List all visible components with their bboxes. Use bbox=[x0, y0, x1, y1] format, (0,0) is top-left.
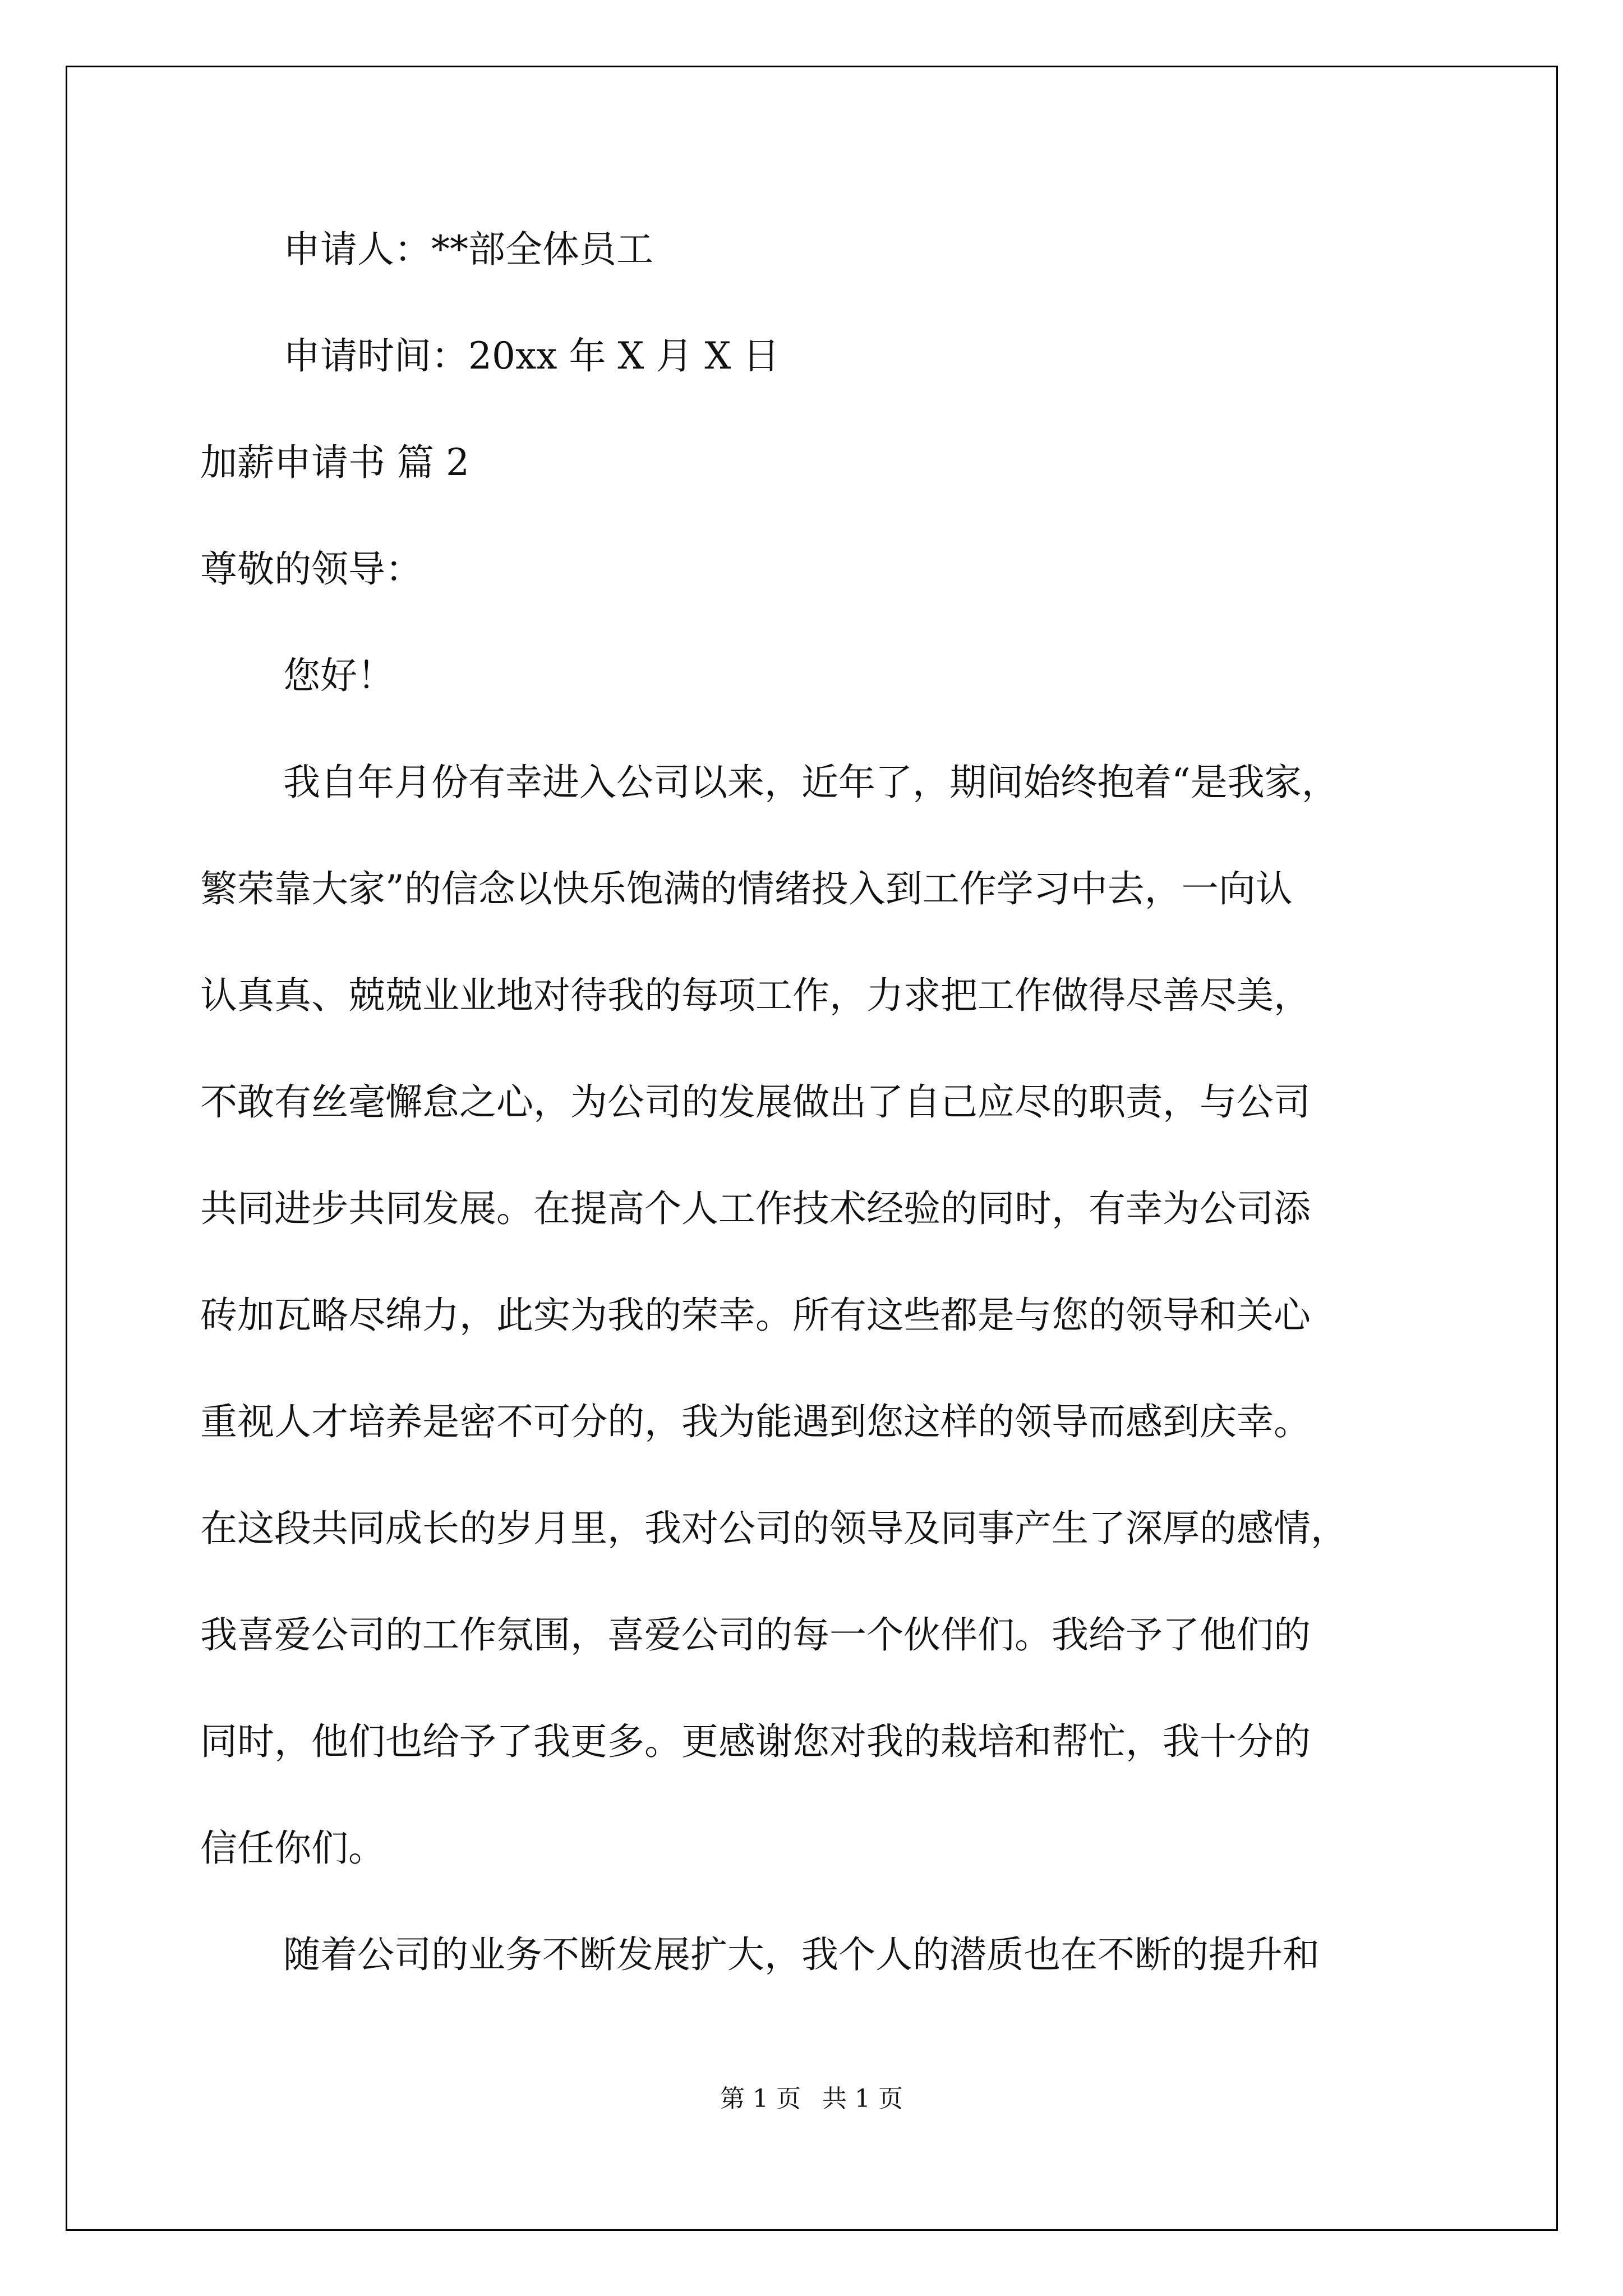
applicant-line: 申请人：**部全体员工 bbox=[283, 228, 653, 271]
section-title: 加薪申请书 篇 2 bbox=[200, 441, 469, 484]
paragraph-line: 随着公司的业务不断发展扩大，我个人的潜质也在不断的提升和 bbox=[283, 1933, 1320, 1976]
greeting: 您好！ bbox=[283, 654, 394, 697]
salutation: 尊敬的领导： bbox=[200, 547, 422, 591]
paragraph-line: 繁荣靠大家”的信念以快乐饱满的情绪投入到工作学习中去，一向认 bbox=[200, 867, 1293, 910]
date-line: 申请时间：20xx 年 X 月 X 日 bbox=[283, 334, 780, 378]
page-footer bbox=[0, 2078, 1623, 2114]
page-border bbox=[66, 66, 1558, 2231]
paragraph-line: 共同进步共同发展。在提高个人工作技术经验的同时，有幸为公司添 bbox=[200, 1187, 1311, 1230]
paragraph-line: 在这段共同成长的岁月里，我对公司的领导及同事产生了深厚的感情， bbox=[200, 1507, 1348, 1550]
paragraph-line: 我自年月份有幸进入公司以来，近年了，期间始终抱着“是我家， bbox=[283, 761, 1339, 804]
paragraph-line: 砖加瓦略尽绵力，此实为我的荣幸。所有这些都是与您的领导和关心 bbox=[200, 1294, 1311, 1337]
paragraph-line: 重视人才培养是密不可分的，我为能遇到您这样的领导而感到庆幸。 bbox=[200, 1400, 1311, 1443]
paragraph-line: 同时，他们也给予了我更多。更感谢您对我的栽培和帮忙，我十分的 bbox=[200, 1720, 1311, 1763]
paragraph-line: 不敢有丝毫懈怠之心，为公司的发展做出了自己应尽的职责，与公司 bbox=[200, 1080, 1311, 1124]
paragraph-line: 认真真、兢兢业业地对待我的每项工作，力求把工作做得尽善尽美， bbox=[200, 974, 1311, 1017]
paragraph-line: 我喜爱公司的工作氛围，喜爱公司的每一个伙伴们。我给予了他们的 bbox=[200, 1613, 1311, 1657]
page-number: 第 1 页 bbox=[720, 2085, 801, 2113]
paragraph-line: 信任你们。 bbox=[200, 1826, 385, 1870]
page-total: 共 1 页 bbox=[822, 2085, 903, 2113]
